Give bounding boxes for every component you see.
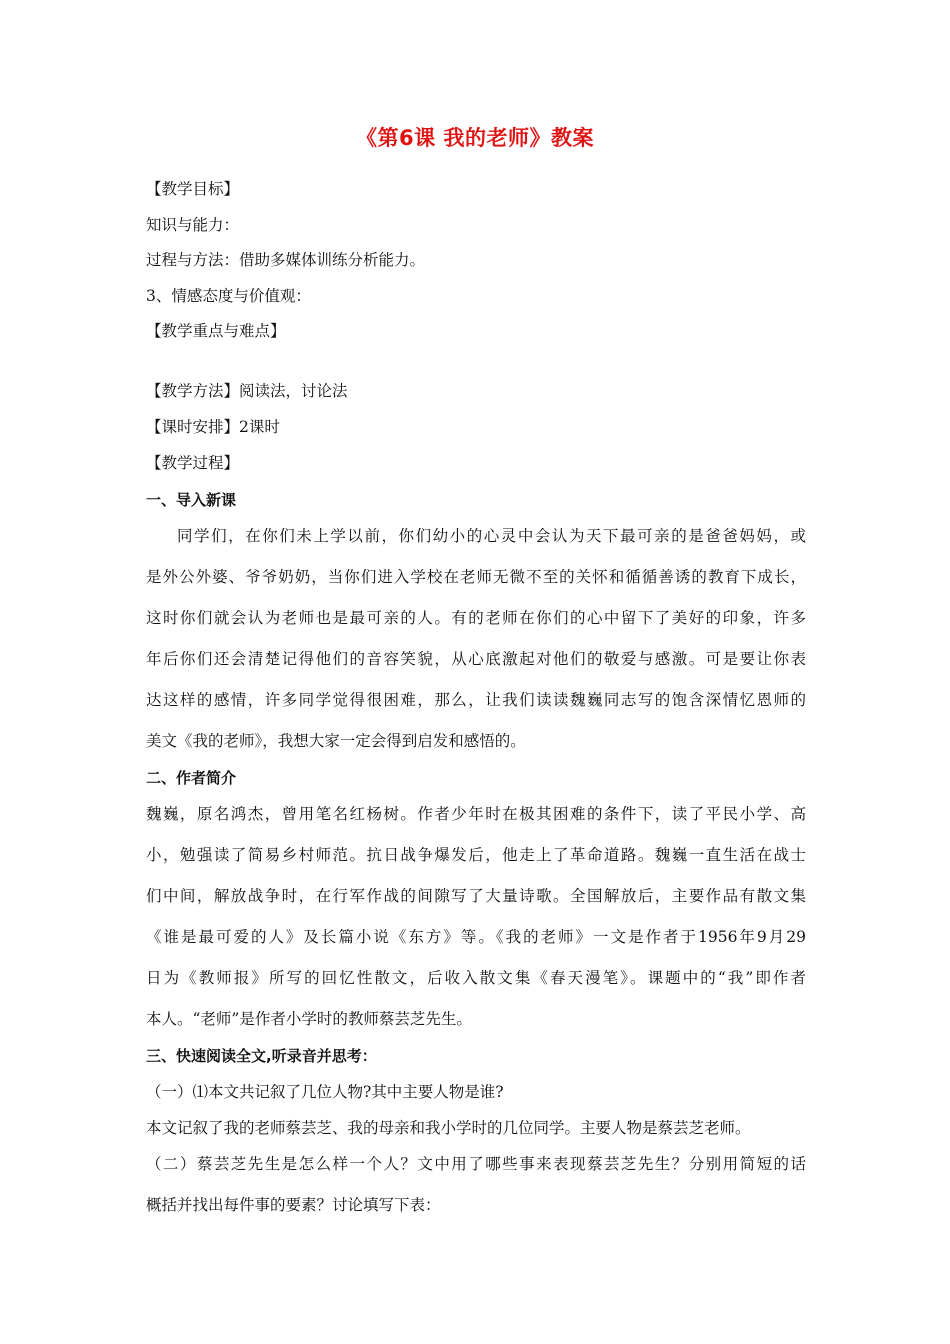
author-line-3: 们中间，解放战争时，在行军作战的间隙写了大量诗歌。全国解放后，主要作品有散文集 — [146, 887, 806, 905]
intro-line-1: 同学们，在你们未上学以前，你们幼小的心灵中会认为天下最可亲的是爸爸妈妈，或 — [177, 527, 806, 545]
section-2-heading: 二、作者简介 — [146, 769, 237, 787]
question-2-line-1: （二）蔡芸芝先生是怎么样一个人？文中用了哪些事来表现蔡芸芝先生？分别用简短的话 — [146, 1155, 806, 1173]
intro-line-2: 是外公外婆、爷爷奶奶，当你们进入学校在老师无微不至的关怀和循循善诱的教育下成长， — [146, 568, 806, 586]
process-heading: 【教学过程】 — [146, 454, 240, 472]
objectives-heading: 【教学目标】 — [146, 180, 240, 198]
section-3-heading: 三、快速阅读全文,听录音并思考： — [146, 1047, 377, 1065]
method-line: 【教学方法】阅读法，讨论法 — [146, 382, 348, 400]
intro-line-4: 年后你们还会清楚记得他们的音容笑貌，从心底激起对他们的敬爱与感激。可是要让你表 — [146, 650, 806, 668]
page-title: 《第6课 我的老师》教案 — [356, 126, 594, 150]
intro-line-5: 达这样的感情，许多同学觉得很困难，那么，让我们读读魏巍同志写的饱含深情忆恩师的 — [146, 691, 806, 709]
key-points-heading: 【教学重点与难点】 — [146, 322, 286, 340]
answer-1: 本文记叙了我的老师蔡芸芝、我的母亲和我小学时的几位同学。主要人物是蔡芸芝老师。 — [146, 1119, 751, 1137]
author-line-2: 小，勉强读了简易乡村师范。抗日战争爆发后，他走上了革命道路。魏巍一直生活在战士 — [146, 846, 806, 864]
author-line-1: 魏巍，原名鸿杰，曾用笔名红杨树。作者少年时在极其困难的条件下，读了平民小学、高 — [146, 805, 806, 823]
author-line-5: 日为《教师报》所写的回忆性散文，后收入散文集《春天漫笔》。课题中的“我”即作者 — [146, 969, 806, 987]
intro-line-3: 这时你们就会认为老师也是最可亲的人。有的老师在你们的心中留下了美好的印象，许多 — [146, 609, 806, 627]
section-1-heading: 一、导入新课 — [146, 491, 237, 509]
knowledge-line: 知识与能力： — [146, 216, 240, 234]
author-line-4: 《谁是最可爱的人》及长篇小说《东方》等。《我的老师》一文是作者于1956年9月29 — [146, 928, 806, 946]
question-2-line-2: 概括并找出每件事的要素？讨论填写下表： — [146, 1196, 441, 1214]
intro-line-6: 美文《我的老师》，我想大家一定会得到启发和感悟的。 — [146, 732, 526, 750]
question-1: （一）⑴本文共记叙了几位人物?其中主要人物是谁? — [146, 1083, 504, 1101]
process-line: 过程与方法：借助多媒体训练分析能力。 — [146, 251, 426, 269]
schedule-line: 【课时安排】2课时 — [146, 418, 280, 436]
author-line-6: 本人。“老师”是作者小学时的教师蔡芸芝先生。 — [146, 1010, 472, 1028]
emotion-line: 3、情感态度与价值观： — [146, 287, 311, 305]
